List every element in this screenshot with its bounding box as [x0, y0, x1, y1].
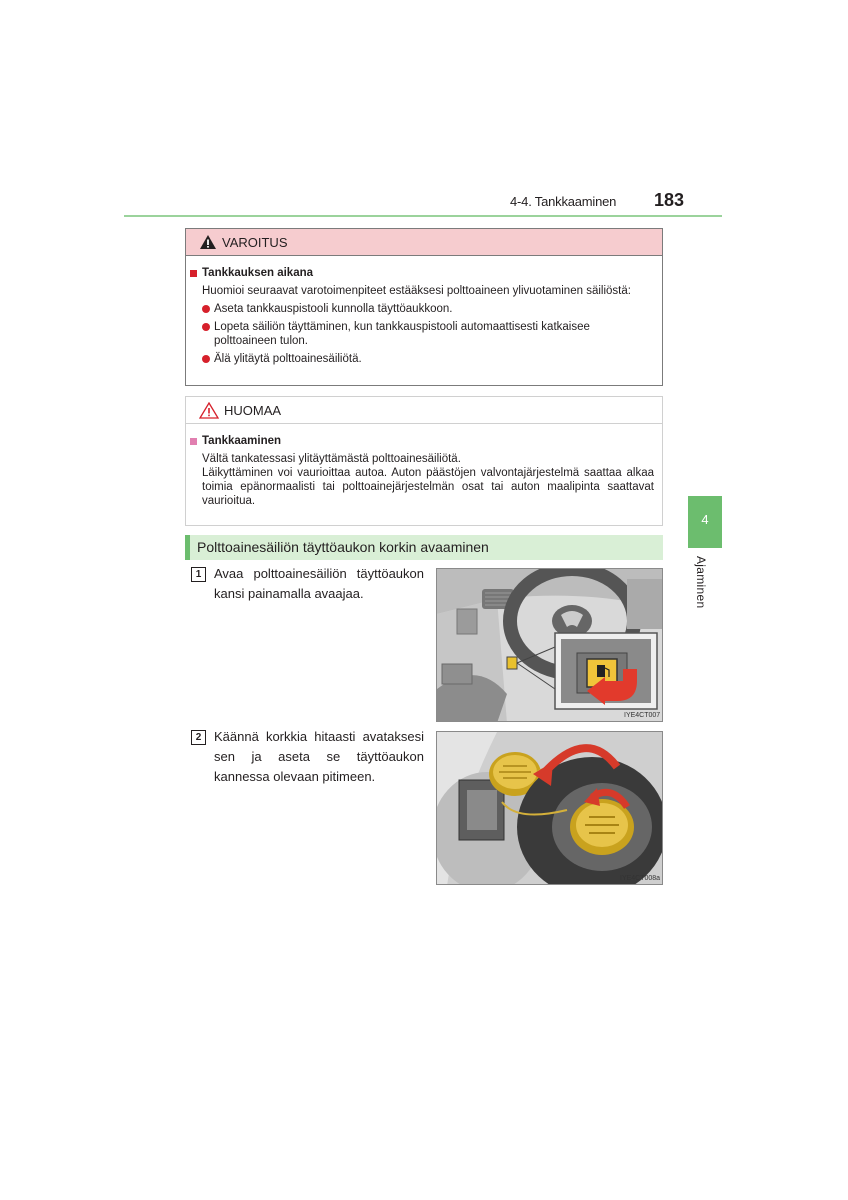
fuel-cap-image	[437, 732, 663, 885]
fuel-opener-illustration	[436, 568, 663, 722]
warning-intro: Huomioi seuraavat varotoimenpiteet estääksesi polttoaineen ylivuotaminen säiliöstä:	[202, 285, 631, 297]
step-text: Käännä korkkia hitaasti avataksesi sen ja aseta se täyttöaukon kannessa olevaan pitimeen.	[214, 729, 424, 784]
notice-box	[185, 396, 663, 526]
step-number: 1	[191, 567, 206, 582]
running-header-section: 4-4. Tankkaaminen	[510, 194, 617, 209]
list-item: Älä ylitäytä polttoainesäiliötä.	[190, 352, 654, 366]
list-item: Lopeta säiliön täyttäminen, kun tankkauspistooli automaattisesti katkaisee polttoaineen tulon.	[190, 320, 654, 348]
notice-subheading: Tankkaaminen	[190, 434, 654, 448]
round-bullet-icon	[202, 305, 210, 313]
chapter-tab: 4	[688, 496, 722, 548]
round-bullet-icon	[202, 355, 210, 363]
step-number: 2	[191, 730, 206, 745]
image-code: IYE4CT008a	[620, 875, 661, 882]
warning-subheading: Tankkauksen aikana	[190, 266, 654, 280]
square-bullet-icon	[190, 270, 197, 277]
notice-title: HUOMAA	[224, 402, 282, 418]
header-rule	[124, 215, 722, 217]
caution-triangle-icon	[199, 402, 219, 419]
warning-triangle-icon	[199, 234, 217, 250]
square-bullet-icon	[190, 438, 197, 445]
step-text: Avaa polttoainesäiliön täyttöaukon kansi painamalla avaajaa.	[214, 566, 424, 601]
list-item: Aseta tankkauspistooli kunnolla täyttöaukkoon.	[190, 302, 654, 316]
fuel-cap-illustration	[436, 731, 663, 885]
page-number: 183	[654, 190, 685, 210]
round-bullet-icon	[202, 323, 210, 331]
section-heading-bar	[185, 535, 190, 560]
section-title: Polttoainesäiliön täyttöaukon korkin avaaminen	[197, 539, 489, 555]
notice-header	[186, 397, 662, 424]
notice-line: Läikyttäminen voi vaurioittaa autoa. Auton päästöjen valvontajärjestelmä saattaa alkaa toimia epänormaalisti tai polttoainejärjestelmän osat tai auton maalipinta saattavat vaurioitua.	[202, 467, 654, 507]
chapter-tab-label: Ajaminen	[694, 556, 708, 609]
notice-line: Vältä tankatessasi ylitäyttämästä polttoainesäiliötä.	[202, 453, 461, 465]
warning-header	[186, 229, 662, 256]
warning-title: VAROITUS	[222, 234, 288, 250]
image-code: IYE4CT007	[624, 712, 661, 719]
dashboard-image	[437, 569, 663, 722]
warning-box	[185, 228, 663, 386]
